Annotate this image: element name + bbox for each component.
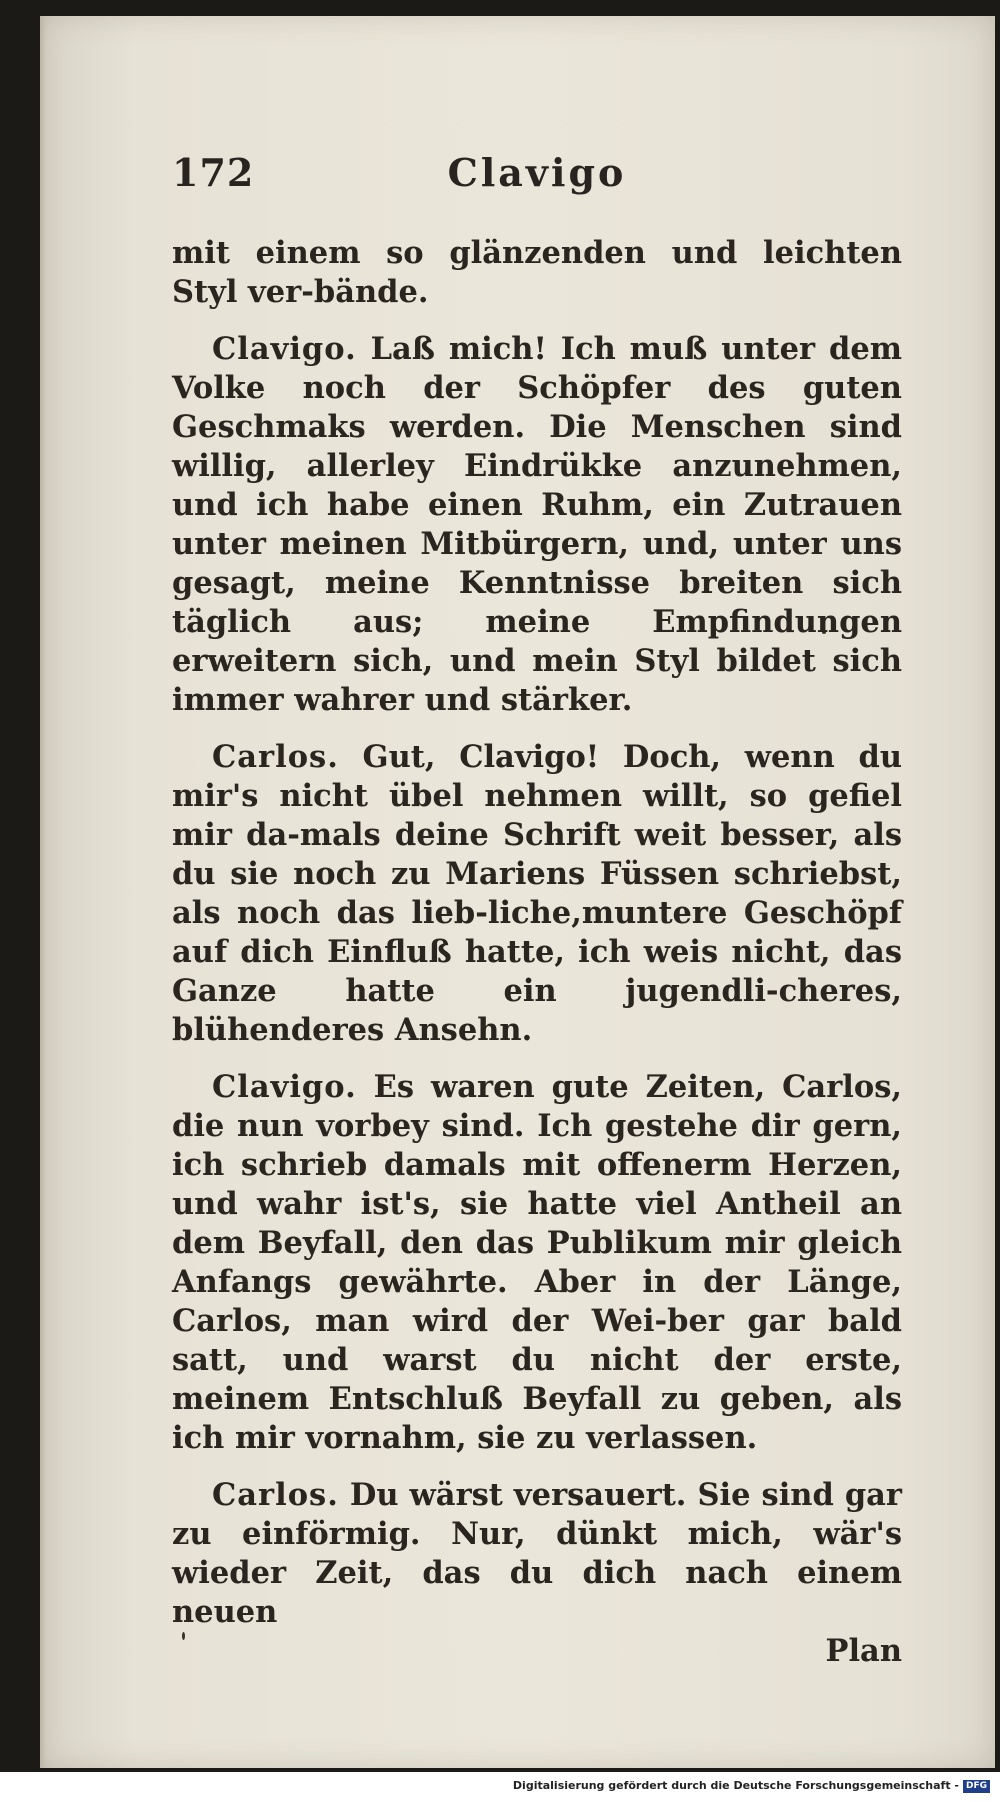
- body-text: [172, 234, 902, 1671]
- speaker-name: Clavigo.: [212, 331, 357, 367]
- paragraph: [172, 738, 902, 1050]
- paragraph-text: Laß mich! Ich muß unter dem Volke noch der Schöpfer des guten Geschmaks werden. Die Menschen sind willig, allerley Eindrükke anzunehmen, und ich habe einen Ruhm, ein Zutrauen unter meinen Mitbürgern, und, unter uns gesagt, meine Kenntnisse breiten sich täglich aus; meine Empfindungen erweitern sich, und mein Styl bildet sich immer wahrer und stärker.: [172, 331, 903, 718]
- paragraph: [172, 1068, 902, 1458]
- paragraph-text: mit einem so glänzenden und leichten Styl ver-bände.: [172, 235, 902, 310]
- speaker-name: Carlos.: [212, 1477, 339, 1513]
- speaker-name: Clavigo.: [212, 1069, 357, 1105]
- page-header: [172, 150, 902, 210]
- catchword: Plan: [825, 1633, 902, 1669]
- paragraph-text: Es waren gute Zeiten, Carlos, die nun vorbey sind. Ich gestehe dir gern, ich schrieb damals mit offenerm Herzen, und wahr ist's, sie hatte viel Antheil an dem Beyfall, den das Publikum mir gleich Anfangs gewährte. Aber in der Länge, Carlos, man wird der Wei-ber gar bald satt, und warst du nicht der erste, meinem Entschluß Beyfall zu geben, als ich mir vornahm, sie zu verlassen.: [172, 1069, 902, 1456]
- paragraph-text: Du wärst versauert. Sie sind gar zu einförmig. Nur, dünkt mich, wär's wieder Zeit, das du dich nach einem neuen: [172, 1477, 902, 1630]
- credit-text: Digitalisierung gefördert durch die Deutsche Forschungsgemeinschaft -: [512, 1779, 959, 1792]
- dfg-logo: DFG: [963, 1780, 990, 1793]
- speaker-name: Carlos.: [212, 739, 339, 775]
- page-number: 172: [172, 150, 255, 195]
- paragraph-text: Gut, Clavigo! Doch, wenn du mir's nicht übel nehmen willt, so gefiel mir da-mals deine Schrift weit besser, als du sie noch zu Mariens Füssen schriebst, als noch das lieb-liche,muntere Geschöpf auf dich Einfluß hatte, ich weis nicht, das Ganze hatte ein jugendli-cheres, blühenderes Ansehn.: [172, 739, 902, 1048]
- page-edge: [40, 16, 46, 1768]
- paragraph: [172, 330, 902, 720]
- running-title: Clavigo: [447, 150, 627, 195]
- digitization-credit: [513, 1779, 990, 1793]
- paragraph: [172, 234, 902, 312]
- paragraph: [172, 1476, 902, 1632]
